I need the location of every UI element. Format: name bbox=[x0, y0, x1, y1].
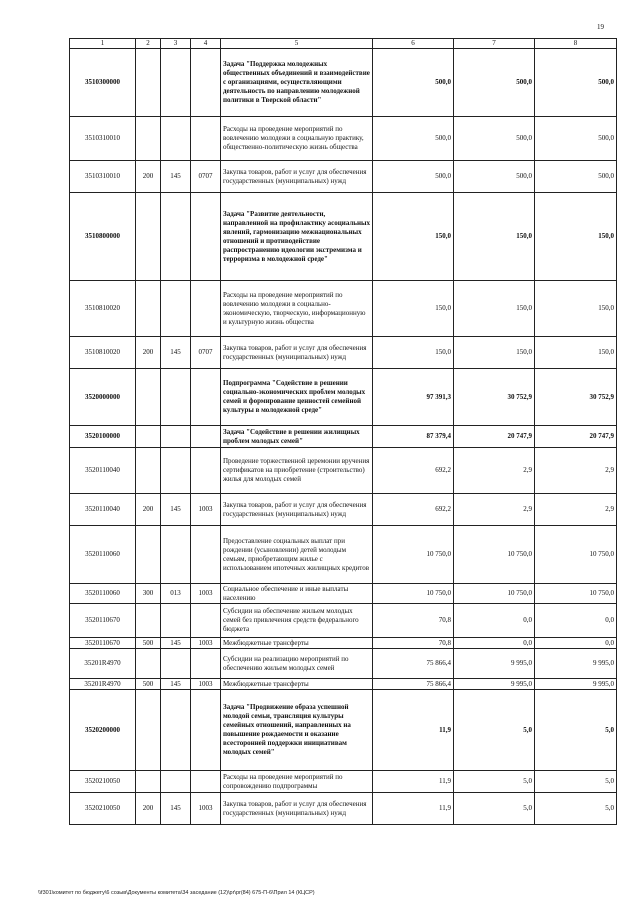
row-amount-year2-cell: 150,0 bbox=[454, 337, 535, 369]
row-expense-type-cell bbox=[136, 49, 161, 117]
row-section-cell: 1003 bbox=[191, 584, 221, 604]
row-amount-year3-cell: 500,0 bbox=[535, 49, 617, 117]
row-expense-type-cell: 300 bbox=[136, 584, 161, 604]
header-row bbox=[70, 39, 617, 49]
row-admin-code-cell: 013 bbox=[161, 584, 191, 604]
row-amount-year3-cell: 5,0 bbox=[535, 690, 617, 771]
row-admin-code-cell: 145 bbox=[161, 638, 191, 649]
table-row bbox=[70, 679, 617, 690]
row-section-cell bbox=[191, 690, 221, 771]
row-name-cell: Закупка товаров, работ и услуг для обеспечения государственных (муниципальных) нужд bbox=[221, 793, 373, 825]
row-code-cell: 3520210050 bbox=[70, 793, 136, 825]
row-amount-year3-cell: 500,0 bbox=[535, 117, 617, 161]
row-amount-year3-cell: 2,9 bbox=[535, 448, 617, 494]
row-amount-year1-cell: 11,9 bbox=[373, 793, 454, 825]
header-cell-1: 1 bbox=[70, 39, 136, 49]
row-section-cell bbox=[191, 49, 221, 117]
row-section-cell bbox=[191, 193, 221, 281]
row-section-cell bbox=[191, 649, 221, 679]
row-admin-code-cell bbox=[161, 426, 191, 448]
row-amount-year3-cell: 0,0 bbox=[535, 604, 617, 638]
header-cell-7: 7 bbox=[454, 39, 535, 49]
row-amount-year1-cell: 75 866,4 bbox=[373, 649, 454, 679]
row-admin-code-cell bbox=[161, 448, 191, 494]
row-expense-type-cell: 200 bbox=[136, 793, 161, 825]
row-amount-year3-cell: 150,0 bbox=[535, 193, 617, 281]
row-expense-type-cell: 500 bbox=[136, 638, 161, 649]
row-section-cell: 0707 bbox=[191, 161, 221, 193]
header-cell-3: 3 bbox=[161, 39, 191, 49]
row-admin-code-cell bbox=[161, 281, 191, 337]
row-admin-code-cell bbox=[161, 604, 191, 638]
row-code-cell: 35201R4970 bbox=[70, 679, 136, 690]
row-amount-year1-cell: 11,9 bbox=[373, 771, 454, 793]
row-expense-type-cell: 200 bbox=[136, 337, 161, 369]
row-name-cell: Расходы на проведение мероприятий по вовлечению молодежи в социальную практику, общественно-политическую жизнь общества bbox=[221, 117, 373, 161]
row-expense-type-cell: 500 bbox=[136, 679, 161, 690]
row-section-cell bbox=[191, 771, 221, 793]
row-code-cell: 3520110060 bbox=[70, 584, 136, 604]
row-expense-type-cell bbox=[136, 526, 161, 584]
row-admin-code-cell: 145 bbox=[161, 793, 191, 825]
row-code-cell: 3520110040 bbox=[70, 448, 136, 494]
row-amount-year3-cell: 10 750,0 bbox=[535, 584, 617, 604]
row-amount-year2-cell: 500,0 bbox=[454, 161, 535, 193]
row-name-cell: Предоставление социальных выплат при рождении (усыновлении) детей молодым семьям, приобретающим жилье с использованием ипотечных жилищных кредитов bbox=[221, 526, 373, 584]
row-admin-code-cell bbox=[161, 690, 191, 771]
row-amount-year1-cell: 70,8 bbox=[373, 604, 454, 638]
row-section-cell bbox=[191, 448, 221, 494]
row-amount-year2-cell: 500,0 bbox=[454, 49, 535, 117]
row-amount-year1-cell: 500,0 bbox=[373, 117, 454, 161]
row-amount-year2-cell: 0,0 bbox=[454, 604, 535, 638]
row-amount-year1-cell: 75 866,4 bbox=[373, 679, 454, 690]
row-expense-type-cell: 200 bbox=[136, 161, 161, 193]
row-amount-year1-cell: 11,9 bbox=[373, 690, 454, 771]
row-name-cell: Закупка товаров, работ и услуг для обеспечения государственных (муниципальных) нужд bbox=[221, 161, 373, 193]
row-section-cell: 1003 bbox=[191, 793, 221, 825]
row-amount-year2-cell: 9 995,0 bbox=[454, 649, 535, 679]
row-amount-year1-cell: 87 379,4 bbox=[373, 426, 454, 448]
row-amount-year1-cell: 150,0 bbox=[373, 337, 454, 369]
budget-table-body bbox=[70, 39, 617, 825]
row-name-cell: Задача "Поддержка молодежных общественных объединений и взаимодействие с организациями, осуществляющими деятельность по направлению молодежной политики в Тверской области" bbox=[221, 49, 373, 117]
table-row bbox=[70, 793, 617, 825]
table-row bbox=[70, 584, 617, 604]
row-amount-year3-cell: 2,9 bbox=[535, 494, 617, 526]
row-amount-year1-cell: 150,0 bbox=[373, 281, 454, 337]
row-section-cell bbox=[191, 369, 221, 426]
row-expense-type-cell: 200 bbox=[136, 494, 161, 526]
row-amount-year2-cell: 9 995,0 bbox=[454, 679, 535, 690]
row-amount-year3-cell: 500,0 bbox=[535, 161, 617, 193]
row-amount-year2-cell: 5,0 bbox=[454, 771, 535, 793]
row-amount-year3-cell: 9 995,0 bbox=[535, 649, 617, 679]
row-admin-code-cell bbox=[161, 193, 191, 281]
row-name-cell: Межбюджетные трансферты bbox=[221, 679, 373, 690]
row-amount-year3-cell: 10 750,0 bbox=[535, 526, 617, 584]
row-amount-year2-cell: 5,0 bbox=[454, 793, 535, 825]
footer-file-path: \\f301\комитет по бюджету\6 созыв\Документы комитета\34 заседание (12)\pr\pr(84) 675-П-6\Прил 14 (КЦСР) bbox=[38, 890, 315, 896]
row-section-cell: 1003 bbox=[191, 494, 221, 526]
table-row bbox=[70, 337, 617, 369]
row-code-cell: 3520110040 bbox=[70, 494, 136, 526]
row-amount-year2-cell: 150,0 bbox=[454, 281, 535, 337]
row-amount-year1-cell: 692,2 bbox=[373, 494, 454, 526]
row-amount-year3-cell: 9 995,0 bbox=[535, 679, 617, 690]
row-name-cell: Межбюджетные трансферты bbox=[221, 638, 373, 649]
row-amount-year1-cell: 692,2 bbox=[373, 448, 454, 494]
row-code-cell: 3520110670 bbox=[70, 604, 136, 638]
row-admin-code-cell: 145 bbox=[161, 494, 191, 526]
row-expense-type-cell bbox=[136, 448, 161, 494]
header-cell-6: 6 bbox=[373, 39, 454, 49]
row-amount-year1-cell: 70,8 bbox=[373, 638, 454, 649]
row-code-cell: 3520110060 bbox=[70, 526, 136, 584]
row-section-cell: 1003 bbox=[191, 638, 221, 649]
row-expense-type-cell bbox=[136, 426, 161, 448]
row-amount-year1-cell: 500,0 bbox=[373, 49, 454, 117]
table-row bbox=[70, 448, 617, 494]
row-code-cell: 3520210050 bbox=[70, 771, 136, 793]
row-section-cell bbox=[191, 281, 221, 337]
row-amount-year1-cell: 10 750,0 bbox=[373, 584, 454, 604]
row-name-cell: Подпрограмма "Содействие в решении социально-экономических проблем молодых семей и формирование ценностей семейной культуры в молодежной среде" bbox=[221, 369, 373, 426]
row-amount-year1-cell: 97 391,3 bbox=[373, 369, 454, 426]
table-row bbox=[70, 426, 617, 448]
table-row bbox=[70, 526, 617, 584]
row-amount-year3-cell: 5,0 bbox=[535, 793, 617, 825]
table-row bbox=[70, 161, 617, 193]
row-amount-year3-cell: 150,0 bbox=[535, 281, 617, 337]
table-row bbox=[70, 638, 617, 649]
row-name-cell: Задача "Содействие в решении жилищных проблем молодых семей" bbox=[221, 426, 373, 448]
table-row bbox=[70, 49, 617, 117]
row-amount-year2-cell: 2,9 bbox=[454, 448, 535, 494]
row-name-cell: Субсидии на реализацию мероприятий по обеспечению жильем молодых семей bbox=[221, 649, 373, 679]
table-row bbox=[70, 649, 617, 679]
row-name-cell: Задача "Продвижение образа успешной молодой семьи, трансляция культуры семейных отношений, направленных на повышение рождаемости и оказание всесторонней поддержки инициативам молодых семей" bbox=[221, 690, 373, 771]
row-name-cell: Закупка товаров, работ и услуг для обеспечения государственных (муниципальных) нужд bbox=[221, 494, 373, 526]
row-name-cell: Закупка товаров, работ и услуг для обеспечения государственных (муниципальных) нужд bbox=[221, 337, 373, 369]
row-name-cell: Расходы на проведение мероприятий по вовлечению молодежи в социально-экономическую, творческую, информационную и культурную жизнь общества bbox=[221, 281, 373, 337]
row-amount-year3-cell: 5,0 bbox=[535, 771, 617, 793]
row-amount-year3-cell: 0,0 bbox=[535, 638, 617, 649]
row-amount-year2-cell: 0,0 bbox=[454, 638, 535, 649]
row-expense-type-cell bbox=[136, 649, 161, 679]
row-amount-year3-cell: 30 752,9 bbox=[535, 369, 617, 426]
table-row bbox=[70, 604, 617, 638]
row-amount-year1-cell: 500,0 bbox=[373, 161, 454, 193]
table-row bbox=[70, 117, 617, 161]
row-expense-type-cell bbox=[136, 771, 161, 793]
row-section-cell: 1003 bbox=[191, 679, 221, 690]
row-code-cell: 3520100000 bbox=[70, 426, 136, 448]
header-cell-2: 2 bbox=[136, 39, 161, 49]
table-row bbox=[70, 193, 617, 281]
table-row bbox=[70, 494, 617, 526]
table-row bbox=[70, 369, 617, 426]
row-expense-type-cell bbox=[136, 281, 161, 337]
row-admin-code-cell bbox=[161, 526, 191, 584]
row-amount-year1-cell: 10 750,0 bbox=[373, 526, 454, 584]
row-expense-type-cell bbox=[136, 193, 161, 281]
row-amount-year2-cell: 2,9 bbox=[454, 494, 535, 526]
row-amount-year3-cell: 20 747,9 bbox=[535, 426, 617, 448]
row-expense-type-cell bbox=[136, 604, 161, 638]
row-amount-year2-cell: 500,0 bbox=[454, 117, 535, 161]
row-section-cell bbox=[191, 604, 221, 638]
row-code-cell: 3510800000 bbox=[70, 193, 136, 281]
row-admin-code-cell: 145 bbox=[161, 679, 191, 690]
row-code-cell: 35201R4970 bbox=[70, 649, 136, 679]
row-name-cell: Субсидии на обеспечение жильем молодых семей без привлечения средств федерального бюджета bbox=[221, 604, 373, 638]
table-row bbox=[70, 281, 617, 337]
row-amount-year2-cell: 10 750,0 bbox=[454, 584, 535, 604]
row-section-cell bbox=[191, 117, 221, 161]
row-section-cell bbox=[191, 526, 221, 584]
row-admin-code-cell bbox=[161, 369, 191, 426]
row-expense-type-cell bbox=[136, 117, 161, 161]
row-code-cell: 3510810020 bbox=[70, 281, 136, 337]
row-admin-code-cell bbox=[161, 771, 191, 793]
budget-table bbox=[69, 38, 617, 825]
row-amount-year2-cell: 150,0 bbox=[454, 193, 535, 281]
row-name-cell: Задача "Развитие деятельности, направленной на профилактику асоциальных явлений, гармонизацию межнациональных отношений и противодействие распространению идеологии экстремизма и терроризма в молодежной среде" bbox=[221, 193, 373, 281]
row-amount-year2-cell: 20 747,9 bbox=[454, 426, 535, 448]
row-name-cell: Расходы на проведение мероприятий по сопровождению подпрограммы bbox=[221, 771, 373, 793]
row-amount-year1-cell: 150,0 bbox=[373, 193, 454, 281]
row-admin-code-cell: 145 bbox=[161, 337, 191, 369]
row-amount-year2-cell: 10 750,0 bbox=[454, 526, 535, 584]
header-cell-5: 5 bbox=[221, 39, 373, 49]
row-expense-type-cell bbox=[136, 369, 161, 426]
row-expense-type-cell bbox=[136, 690, 161, 771]
row-section-cell bbox=[191, 426, 221, 448]
row-admin-code-cell bbox=[161, 649, 191, 679]
row-name-cell: Социальное обеспечение и иные выплаты населению bbox=[221, 584, 373, 604]
row-code-cell: 3510810020 bbox=[70, 337, 136, 369]
row-admin-code-cell: 145 bbox=[161, 161, 191, 193]
row-code-cell: 3510310010 bbox=[70, 117, 136, 161]
header-cell-8: 8 bbox=[535, 39, 617, 49]
row-section-cell: 0707 bbox=[191, 337, 221, 369]
row-code-cell: 3510310010 bbox=[70, 161, 136, 193]
table-row bbox=[70, 771, 617, 793]
row-amount-year2-cell: 5,0 bbox=[454, 690, 535, 771]
row-amount-year3-cell: 150,0 bbox=[535, 337, 617, 369]
row-name-cell: Проведение торжественной церемонии вручения сертификатов на приобретение (строительство) жилья для молодых семей bbox=[221, 448, 373, 494]
header-cell-4: 4 bbox=[191, 39, 221, 49]
page-number: 19 bbox=[597, 23, 604, 31]
row-code-cell: 3510300000 bbox=[70, 49, 136, 117]
row-admin-code-cell bbox=[161, 49, 191, 117]
row-code-cell: 3520000000 bbox=[70, 369, 136, 426]
row-code-cell: 3520110670 bbox=[70, 638, 136, 649]
table-row bbox=[70, 690, 617, 771]
row-amount-year2-cell: 30 752,9 bbox=[454, 369, 535, 426]
row-admin-code-cell bbox=[161, 117, 191, 161]
row-code-cell: 3520200000 bbox=[70, 690, 136, 771]
